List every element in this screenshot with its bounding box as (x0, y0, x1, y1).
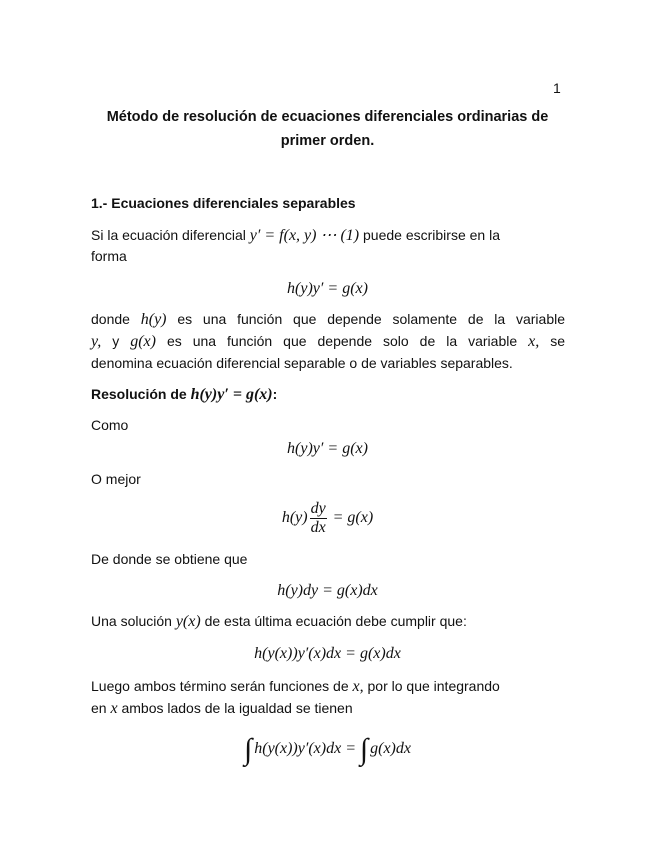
text-run: Una solución (91, 613, 172, 629)
equation-solution (90, 643, 565, 664)
inline-math: x, (352, 678, 364, 695)
paragraph-1-line-1 (91, 225, 500, 246)
solution-line (91, 611, 467, 632)
resolution-heading (91, 384, 277, 405)
text-run: Luego ambos término serán funciones de (91, 678, 349, 694)
label-como: Como (91, 417, 129, 433)
text-run: ambos lados de la igualdad se tienen (121, 700, 353, 716)
fraction-denominator: dx (310, 519, 326, 536)
display-math: = g(x) (332, 509, 374, 527)
display-math: h(y(x))y′(x)dx = g(x)dx (254, 645, 401, 662)
display-math: h(y) (281, 509, 308, 527)
equation-differentials (90, 580, 565, 601)
luego-line-1 (91, 676, 500, 697)
integral-sign: ∫ (244, 733, 253, 766)
inline-math: h(y)y′ = g(x) (190, 386, 273, 403)
page-number: 1 (553, 80, 561, 96)
integral-sign: ∫ (359, 733, 369, 766)
inline-math: x (110, 700, 118, 717)
display-math: h(y)y′ = g(x) (287, 280, 368, 297)
equation-form (90, 278, 565, 299)
text-run: es una función que depende solamente de la variable (177, 311, 566, 327)
paragraph-2-line-3: denomina ecuación diferencial separable o de variables separables. (91, 355, 513, 371)
inline-math: g(x) (130, 333, 156, 350)
text-run: donde (91, 311, 130, 327)
display-math: h(y)y′ = g(x) (287, 440, 368, 457)
luego-line-2 (91, 698, 353, 719)
title-line-2: primer orden. (280, 133, 375, 149)
title-line-1: Método de resolución de ecuaciones diferenciales ordinarias de (106, 109, 549, 125)
inline-math: y, (91, 333, 102, 350)
label-de-donde: De donde se obtiene que (91, 551, 248, 567)
inline-math: y′ = f(x, y) ⋯ (1) (249, 227, 360, 244)
text-run: en (91, 700, 107, 716)
display-math: h(y(x))y′(x)dx = (254, 740, 357, 757)
display-math: h(y)dy = g(x)dx (277, 582, 378, 599)
text-run: Resolución de (91, 386, 187, 402)
text-run: es una función que depende solo de la variable (166, 333, 518, 349)
text-run: por lo que integrando (367, 678, 500, 694)
text-run: de esta última ecuación debe cumplir que: (204, 613, 467, 629)
equation-integral (90, 734, 565, 764)
fraction-numerator: dy (310, 500, 326, 517)
section-heading: 1.- Ecuaciones diferenciales separables (91, 195, 356, 211)
paragraph-2-line-1 (91, 309, 565, 330)
inline-math: x, (528, 333, 540, 350)
inline-math: y(x) (175, 613, 201, 630)
display-math: g(x)dx (370, 740, 411, 757)
text-run: Si la ecuación diferencial (91, 227, 246, 243)
text-run: puede escribirse en la (363, 227, 500, 243)
equation-fraction (90, 500, 565, 537)
label-o-mejor: O mejor (91, 471, 141, 487)
text-run: : (272, 386, 278, 402)
inline-math: h(y) (140, 311, 167, 328)
paragraph-1-line-2: forma (91, 248, 127, 264)
paragraph-2-line-2 (91, 331, 565, 352)
equation-como (90, 438, 565, 459)
text-run: se (550, 333, 565, 349)
text-run: y (112, 333, 120, 349)
fraction (310, 500, 327, 537)
